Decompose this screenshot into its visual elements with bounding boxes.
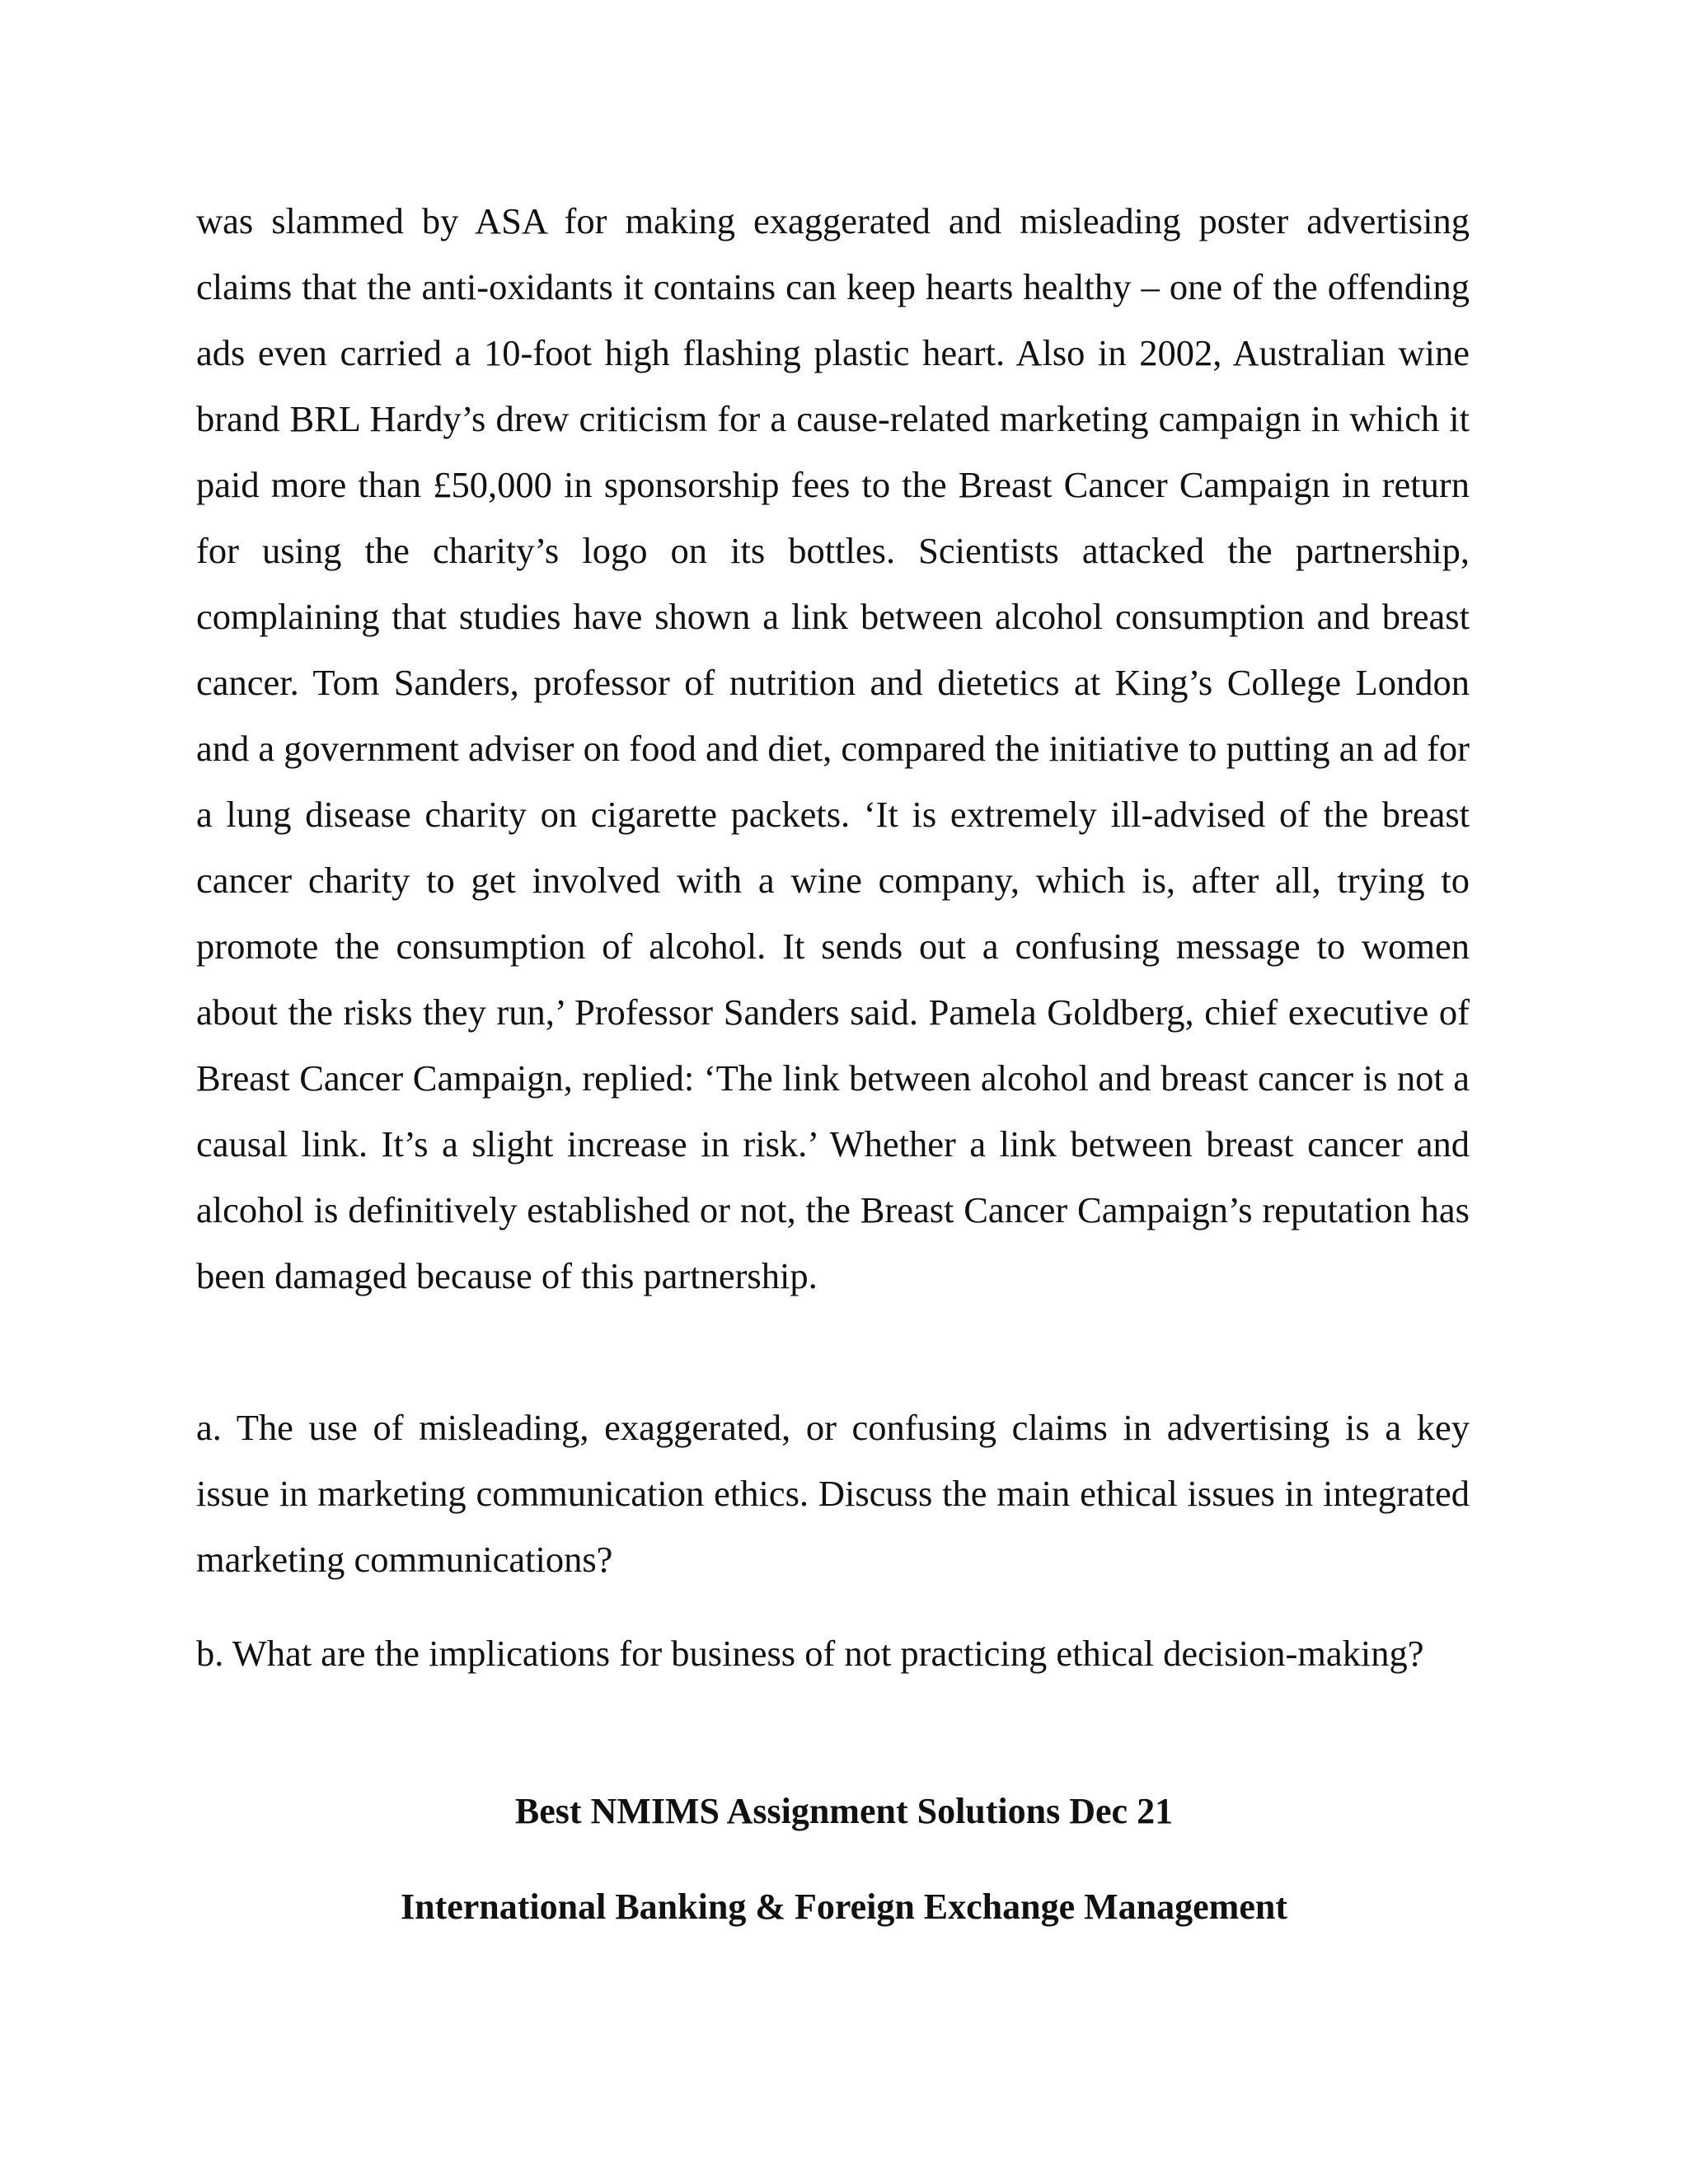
heading-assignment-solutions: Best NMIMS Assignment Solutions Dec 21 — [514, 1791, 1174, 1831]
heading-subject-title: International Banking & Foreign Exchange Management — [400, 1886, 1287, 1927]
body-paragraph: was slammed by ASA for making exaggerated and misleading poster advertising claims that the anti-oxidants it contains can keep hearts healthy – one of the offending ads even carried a 10-foot high flashing plastic heart. Also in 2002, Australian wine brand BRL Hardy’s drew criticism for a cause-related marketing campaign in which it paid more than £50,000 in sponsorship fees to the Breast Cancer Campaign in return for using the charity’s logo on its bottles. Scientists attacked the partnership, complaining that studies have shown a link between alcohol consumption and breast cancer. Tom Sanders, professor of nutrition and dietetics at King’s College London and a government adviser on food and diet, compared the initiative to putting an ad for a lung disease charity on cigarette packets. ‘It is extremely ill-advised of the breast cancer charity to get involved with a wine company, which is, after all, trying to promote the consumption of alcohol. It sends out a confusing message to women about the risks they run,’ Professor Sanders said. Pamela Goldberg, chief executive of Breast Cancer Campaign, replied: ‘The link between alcohol and breast cancer is not a causal link. It’s a slight increase in risk.’ Whether a link between breast cancer and alcohol is definitively established or not, the Breast Cancer Campaign’s reputation has been damaged because of this partnership. — [196, 200, 1470, 1296]
question-a: a. The use of misleading, exaggerated, or confusing claims in advertising is a key issue in marketing communication ethics. Discuss the main ethical issues in integrated marketing communications? — [196, 1407, 1470, 1580]
question-b: b. What are the implications for business of not practicing ethical decision-making? — [196, 1633, 1424, 1674]
